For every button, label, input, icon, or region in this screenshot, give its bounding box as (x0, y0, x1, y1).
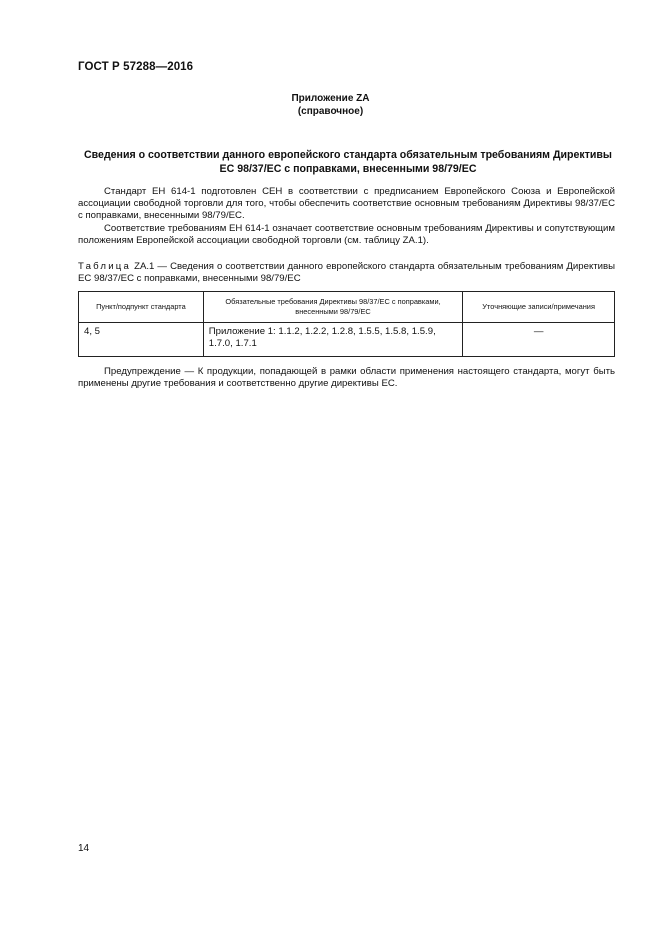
cell-clause: 4, 5 (79, 323, 204, 357)
table-caption-label: Таблица (78, 261, 132, 272)
header-clause: Пункт/подпункт стандарта (79, 292, 204, 323)
section-title: Сведения о соответствии данного европейского стандарта обязательным требованиям Директивы ЕС 98/37/ЕС с поправками, внесенными 98/79/ЕС (84, 149, 612, 175)
cell-notes: — (463, 323, 615, 357)
page-number: 14 (78, 843, 90, 854)
paragraph-standard-preparation (78, 186, 615, 223)
annex-heading (0, 92, 661, 118)
table-caption (78, 261, 615, 285)
table-header-row (79, 292, 615, 323)
header-requirements: Обязательные требования Директивы 98/37/ЕС с поправками, внесенными 98/79/ЕС (203, 292, 462, 323)
document-code: ГОСТ Р 57288—2016 (78, 61, 194, 73)
cell-requirements: Приложение 1: 1.1.2, 1.2.2, 1.2.8, 1.5.5, 1.5.8, 1.5.9, 1.7.0, 1.7.1 (203, 323, 462, 357)
table-row (79, 323, 615, 357)
paragraph-text: Стандарт ЕН 614-1 подготовлен СЕН в соответствии с предписанием Европейского Союза и Европейской ассоциации свободной торговли для того, чтобы обеспечить соответствие основным требованиям Директивы 98/37/ЕС с поправками, внесенными 98/79/ЕС. (78, 186, 615, 222)
warning-text: Предупреждение — К продукции, попадающей в рамки области применения настоящего стандарта, могут быть применены другие требования и соответственно другие директивы ЕС. (78, 366, 615, 390)
paragraph-conformity (78, 223, 615, 247)
annex-title: Приложение ZA (291, 93, 370, 104)
annex-subtitle: (справочное) (297, 106, 364, 117)
paragraph-text: Соответствие требованиям ЕН 614-1 означает соответствие основным требованиям Директивы и сопутствующим положениям Европейской ассоциации свободной торговли (см. таблицу ZA.1). (78, 223, 615, 247)
header-notes: Уточняющие записи/примечания (463, 292, 615, 323)
warning-note (78, 366, 615, 390)
conformity-table (78, 291, 615, 357)
table-caption-text: ZA.1 — Сведения о соответствии данного европейского стандарта обязательным требованиям Директивы ЕС 98/37/ЕС с поправками, внесенными 98/79/ЕС (78, 261, 615, 285)
